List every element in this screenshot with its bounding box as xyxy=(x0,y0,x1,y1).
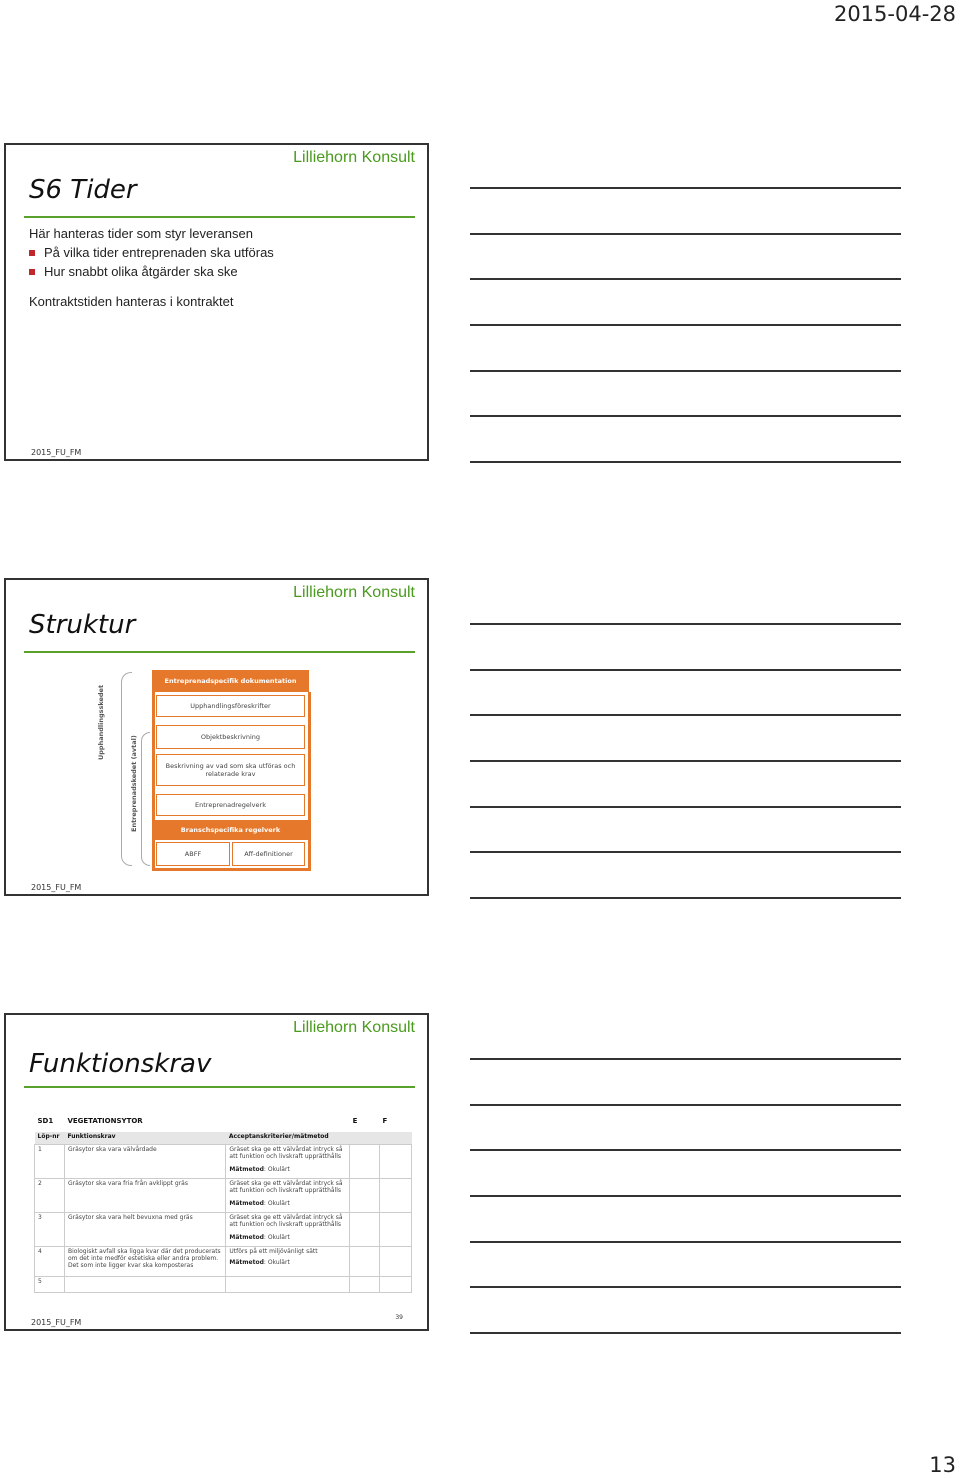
page-number: 13 xyxy=(929,1453,956,1477)
box-objektbeskrivning: Objektbeskrivning xyxy=(156,725,305,749)
col-lop-nr: Löp-nr xyxy=(35,1132,65,1145)
table-row: 2 Gräsytor ska vara fria från avklippt gräs Gräset ska ge ett välvårdat intryck så att funktion och livskraft upprätthålls Mätmetod: Okulärt xyxy=(35,1179,412,1213)
slide-struktur xyxy=(4,578,429,896)
slide-title: Funktionskrav xyxy=(29,1049,212,1079)
col-acceptans: Acceptanskriterier/mätmetod xyxy=(226,1132,412,1145)
slide-footer: 2015_FU_FM xyxy=(31,448,82,457)
bullet-icon xyxy=(29,250,35,256)
table-heading: VEGETATIONSYTOR xyxy=(67,1117,143,1125)
diagram-head: Entreprenadspecifik dokumentation xyxy=(152,670,309,692)
bullet-item: Hur snabbt olika åtgärder ska ske xyxy=(29,262,274,281)
outro-text: Kontraktstiden hanteras i kontraktet xyxy=(29,294,234,309)
title-rule xyxy=(24,1086,415,1088)
side-label-entreprenad: Entreprenadskedet (avtal) xyxy=(130,735,138,832)
band-branschspecifika: Branschspecifika regelverk xyxy=(152,820,309,840)
brand-name: Lilliehorn Konsult xyxy=(293,1019,415,1036)
side-label-upphandling: Upphandlingsskedet xyxy=(97,684,105,760)
box-upphandlingsforeskrifter: Upphandlingsföreskrifter xyxy=(156,695,305,717)
table-code: SD1 xyxy=(37,1117,54,1125)
table-row: 3 Gräsytor ska vara helt bevuxna med gräs Gräset ska ge ett välvårdat intryck så att funktion och livskraft upprätthålls Mätmetod: Okulärt xyxy=(35,1213,412,1247)
bullet-icon xyxy=(29,269,35,275)
table-row: 5 xyxy=(35,1277,412,1293)
inner-brace xyxy=(141,732,150,866)
slide-title: S6 Tider xyxy=(29,175,137,205)
slide-funktionskrav xyxy=(4,1013,429,1331)
brand-name: Lilliehorn Konsult xyxy=(293,149,415,166)
box-beskrivning: Beskrivning av vad som ska utföras och relaterade krav xyxy=(156,754,305,786)
slide-footer: 2015_FU_FM xyxy=(31,883,82,892)
col-e: E xyxy=(352,1117,358,1125)
box-aff-definitioner: Aff-definitioner xyxy=(232,842,305,866)
col-funktionskrav: Funktionskrav xyxy=(64,1132,225,1145)
page-date: 2015-04-28 xyxy=(833,2,956,26)
table-row: 1 Gräsytor ska vara välvårdade Gräset ska ge ett välvårdat intryck så att funktion och livskraft upprätthålls Mätmetod: Okulärt xyxy=(35,1145,412,1179)
slide-body xyxy=(29,224,274,311)
intro-text: Här hanteras tider som styr leveransen xyxy=(29,226,253,241)
title-rule xyxy=(24,216,415,218)
slide-number: 39 xyxy=(395,1314,403,1321)
title-rule xyxy=(24,651,415,653)
slide-footer: 2015_FU_FM xyxy=(31,1318,82,1327)
box-entreprenadregelverk: Entreprenadregelverk xyxy=(156,794,305,816)
requirements-table xyxy=(34,1116,412,1293)
box-abff: ABFF xyxy=(156,842,230,866)
table-row: 4 Biologiskt avfall ska ligga kvar där det producerats om det inte medför estetiska eller andra problem. Det som inte ligger kvar ska komposteras Utförs på ett miljövänligt sätt Mätmetod: Okulärt xyxy=(35,1247,412,1277)
structure-diagram xyxy=(91,670,321,870)
brand-name: Lilliehorn Konsult xyxy=(293,584,415,601)
slide-title: Struktur xyxy=(29,610,136,640)
col-f: F xyxy=(382,1117,388,1125)
slide-s6-tider xyxy=(4,143,429,461)
bullet-item: På vilka tider entreprenaden ska utföras xyxy=(29,243,274,262)
